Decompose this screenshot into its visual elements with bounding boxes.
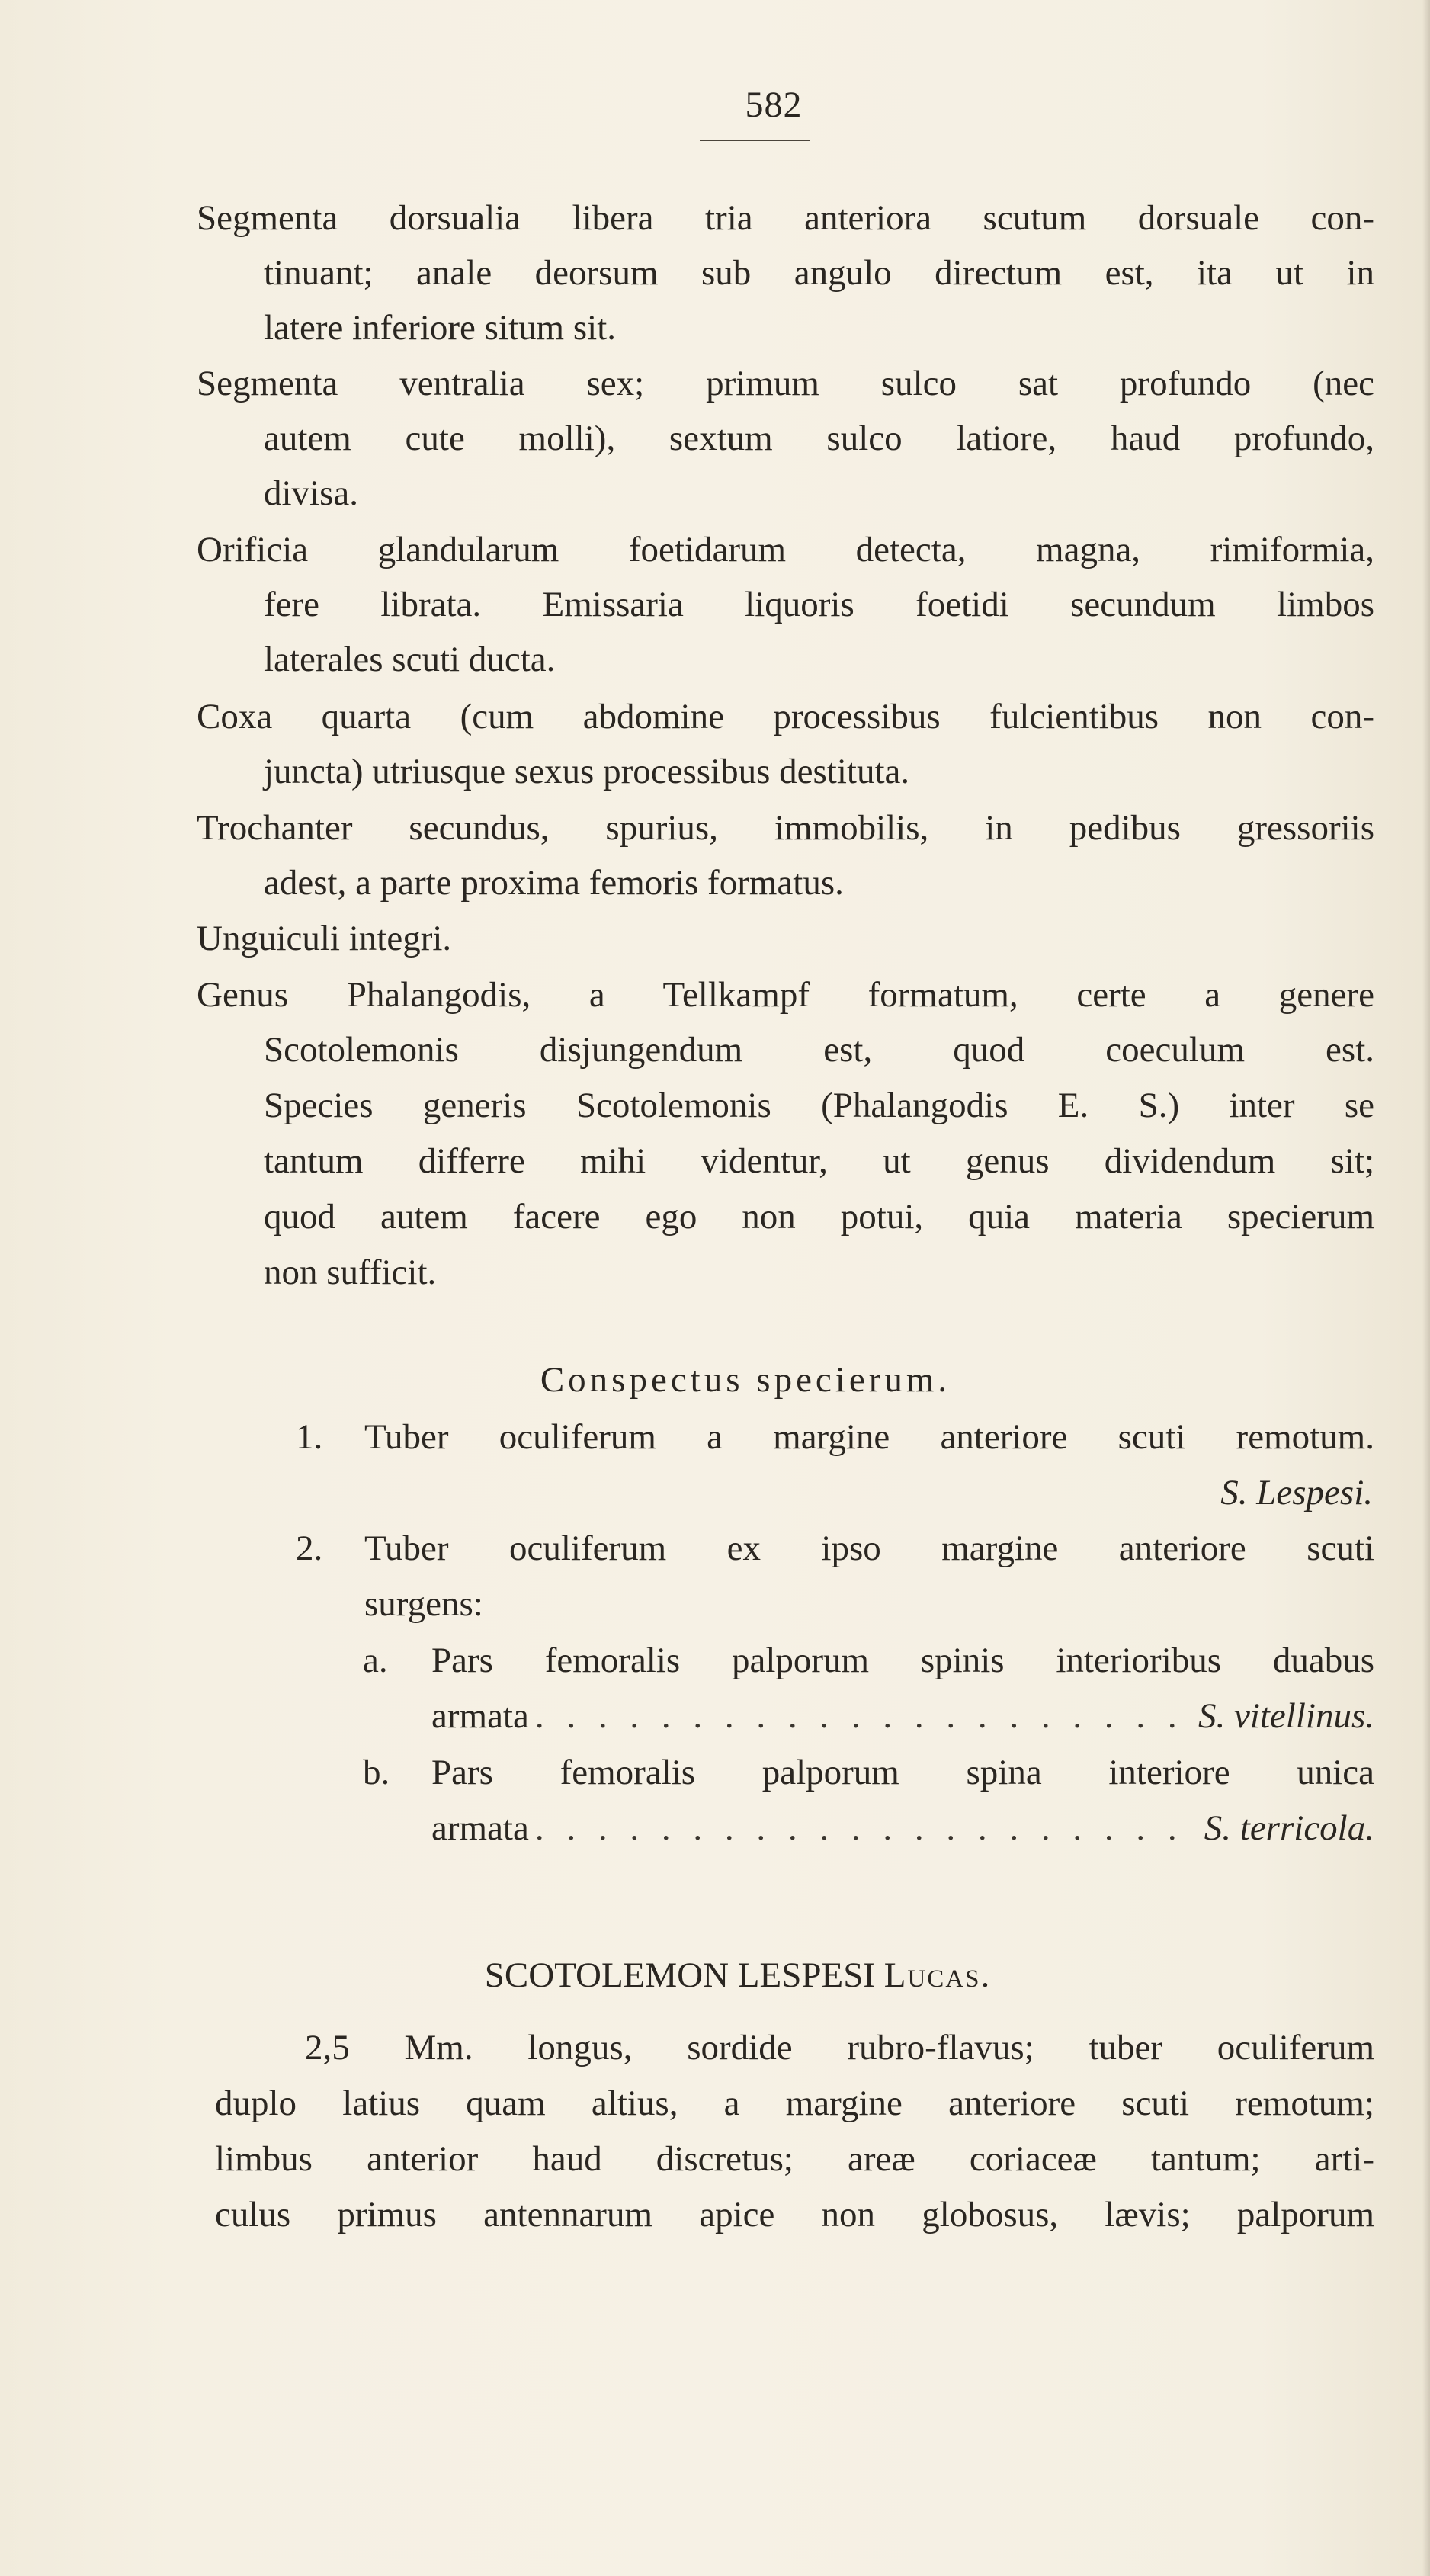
text-line: juncta) utriusque sexus processibus destituta. — [264, 752, 910, 791]
text-line: duplo latius quam altius, a margine anteriore scuti remotum; — [215, 2086, 1374, 2123]
page-edge-shadow — [1422, 0, 1430, 2576]
key-text: Tuber oculiferum a margine anteriore scuti remotum. — [364, 1420, 1374, 1457]
species-name: S. vitellinus. — [1198, 1696, 1374, 1736]
text-line: Segmenta ventralia sex; primum sulco sat profundo (nec — [197, 366, 1374, 403]
key-text: surgens: — [364, 1584, 483, 1624]
page-number-rule — [700, 140, 810, 141]
text-line: Orificia glandularum foetidarum detecta, magna, rimiformia, — [197, 532, 1374, 569]
text-line: adest, a parte proxima femoris formatus. — [264, 863, 844, 903]
key-word: armata — [431, 1808, 529, 1848]
item-number: 2. — [296, 1529, 323, 1568]
text-line: autem cute molli), sextum sulco latiore, haud profundo, — [264, 421, 1374, 458]
key-word: armata — [431, 1696, 529, 1736]
text-line: Segmenta dorsualia libera tria anteriora scutum dorsuale con- — [197, 200, 1374, 238]
text-line: limbus anterior haud discretus; areæ coriaceæ tantum; arti- — [215, 2141, 1374, 2179]
text-line: fere librata. Emissaria liquoris foetidi secundum limbos — [264, 587, 1374, 624]
key-leader-row — [431, 1696, 1374, 1736]
text-line: Coxa quarta (cum abdomine processibus fulcientibus non con- — [197, 699, 1374, 736]
text-line: laterales scuti ducta. — [264, 640, 556, 679]
item-letter: b. — [363, 1753, 390, 1792]
species-name: S. terricola. — [1204, 1808, 1374, 1848]
text-line: Scotolemonis disjungendum est, quod coeculum est. — [264, 1032, 1374, 1070]
text-line: culus primus antennarum apice non globosus, lævis; palporum — [215, 2197, 1374, 2234]
item-letter: a. — [363, 1641, 388, 1680]
text-line: tantum differre mihi videntur, ut genus dividendum sit; — [264, 1144, 1374, 1181]
leader-dots: . . . . . . . . . . . . . . . . . . . . . — [534, 1699, 1184, 1734]
species-heading — [23, 1955, 1430, 1995]
item-number: 1. — [296, 1417, 323, 1457]
key-text: Tuber oculiferum ex ipso margine anteriore scuti — [364, 1531, 1374, 1568]
species-heading-name: SCOTOLEMON LESPESI — [484, 1955, 876, 1995]
text-line: 2,5 Mm. longus, sordide rubro-flavus; tuber oculiferum — [305, 2030, 1374, 2068]
key-text: Pars femoralis palporum spina interiore unica — [431, 1755, 1374, 1792]
text-line: latere inferiore situm sit. — [264, 308, 617, 348]
conspectus-heading: Conspectus specierum. — [540, 1360, 951, 1400]
text-line: Genus Phalangodis, a Tellkampf formatum, certe a genere — [197, 977, 1374, 1015]
text-line: Species generis Scotolemonis (Phalangodis E. S.) inter se — [264, 1088, 1374, 1125]
leader-dots: . . . . . . . . . . . . . . . . . . . . . — [534, 1811, 1184, 1846]
text-line: tinuant; anale deorsum sub angulo directum est, ita ut in — [264, 255, 1374, 293]
text-line: divisa. — [264, 473, 359, 513]
key-leader-row — [431, 1808, 1374, 1848]
text-line: Trochanter secundus, spurius, immobilis, in pedibus gressoriis — [197, 810, 1374, 848]
species-heading-author: Lucas. — [883, 1955, 992, 1995]
text-line: non sufficit. — [264, 1253, 437, 1292]
text-line: Unguiculi integri. — [197, 919, 452, 958]
key-text: Pars femoralis palporum spinis interioribus duabus — [431, 1643, 1374, 1680]
text-line: quod autem facere ego non potui, quia materia specierum — [264, 1199, 1374, 1237]
page-number: 582 — [745, 85, 803, 125]
species-name: S. Lespesi. — [1220, 1473, 1373, 1513]
